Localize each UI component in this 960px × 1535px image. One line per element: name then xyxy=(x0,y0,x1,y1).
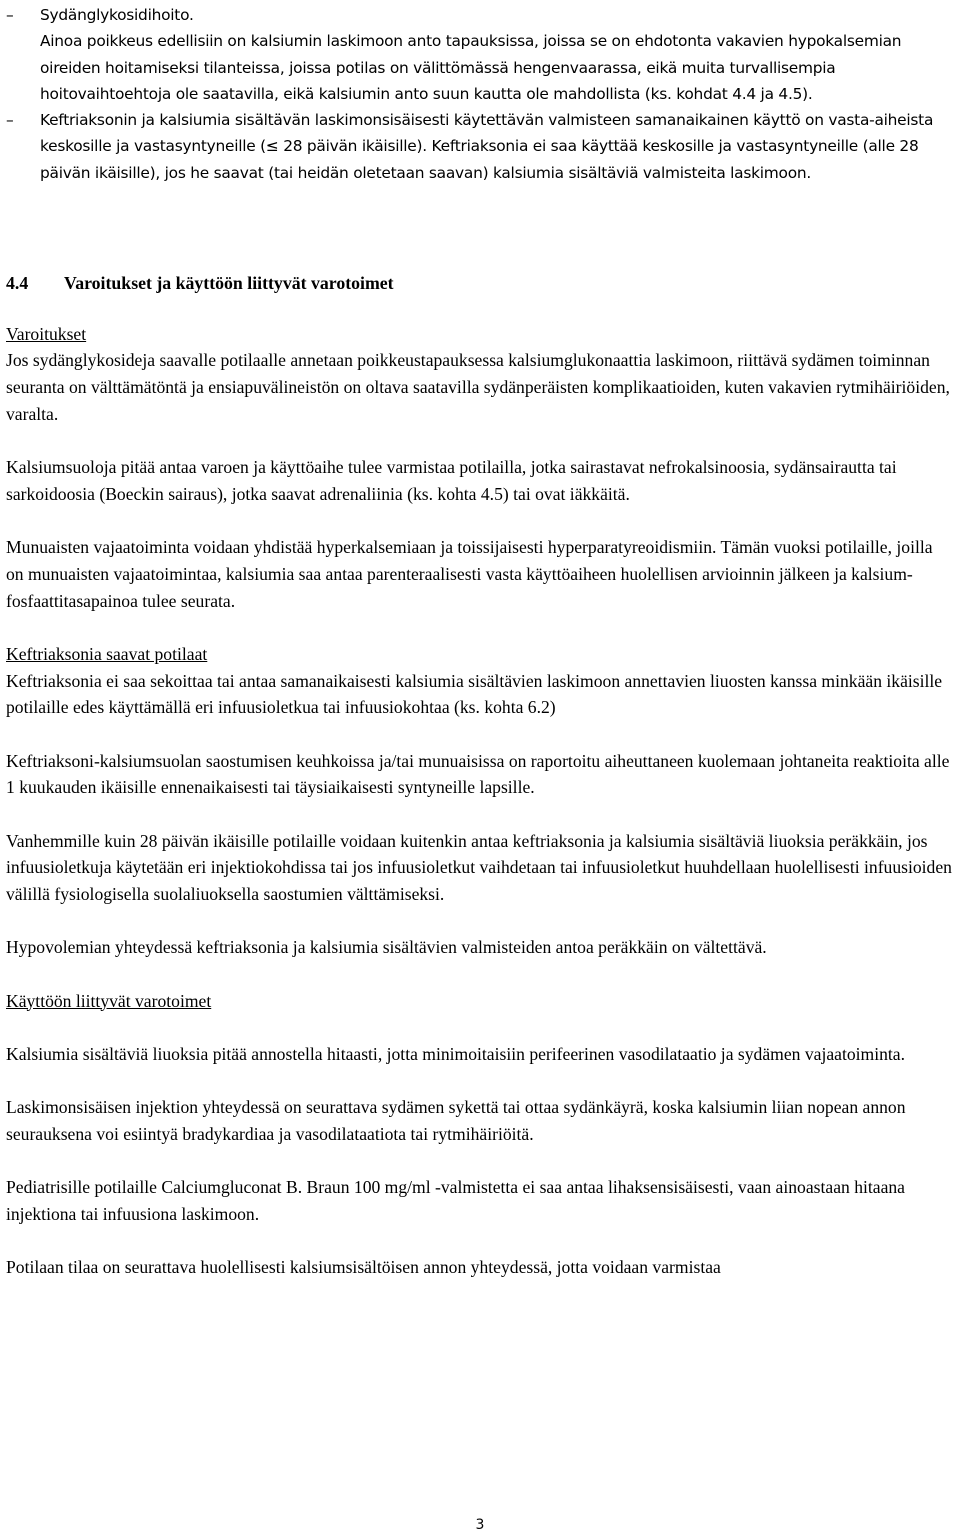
dash-marker: – xyxy=(6,6,14,24)
dash-marker: – xyxy=(6,111,14,130)
subheading-warnings: Varoitukset xyxy=(6,323,87,344)
paragraph: Jos sydänglykosideja saavalle potilaalle annetaan poikkeustapauksessa kalsiumglukonaattia laskimoon, riittävä sydämen toiminnan seuranta on välttämätöntä ja ensiapuvälineistön on oltava saatavilla sydänperäisten komplikaatioiden, kuten vakavien rytmihäiriöiden, varalta. xyxy=(6,350,950,424)
list-item xyxy=(6,107,950,186)
paragraph: Hypovolemian yhteydessä keftriaksonia ja kalsiumia sisältävien valmisteiden antoa peräkkäin on vältettävä. xyxy=(6,937,767,958)
paragraph: Potilaan tilaa on seurattava huolellisesti kalsiumsisältöisen annon yhteydessä, jotta voidaan varmistaa xyxy=(6,1257,721,1278)
paragraph: Keftriaksoni-kalsiumsuolan saostumisen keuhkoissa ja/tai munuaisissa on raportoitu aiheuttaneen kuolemaan johtaneita reaktioita alle 1 kuukauden ikäisille ennenaikaisesti tai täysiaikaisesti syntyneille lapsille. xyxy=(6,750,950,798)
section-number: 4.4 xyxy=(6,273,29,293)
contraindication-list xyxy=(6,2,950,186)
subheading-ceftriaxone: Keftriaksonia saavat potilaat xyxy=(6,643,208,664)
paragraph: Munuaisten vajaatoiminta voidaan yhdistää hyperkalsemiaan ja toissijaisesti hyperparatyreoidismiin. Tämän vuoksi potilaille, joilla on munuaisten vajaatoimintaa, kalsiumia saa antaa parenteraalisesti vasta käyttöaiheen huolellisen arvioinnin jälkeen ja kalsium-fosfaattitasapainoa tulee seurata. xyxy=(6,537,933,611)
paragraph: Laskimonsisäisen injektion yhteydessä on seurattava sydämen sykettä tai ottaa sydänkäyrä, koska kalsiumin liian nopean annon seurauksena voi esiintyä bradykardiaa ja vasodilataatiota tai rytmihäiriöitä. xyxy=(6,1097,906,1144)
paragraph: Pediatrisille potilaille Calciumgluconat B. Braun 100 mg/ml -valmistetta ei saa antaa lihaksensisäisesti, vaan ainoastaan hitaana injektiona tai infuusiona laskimoon. xyxy=(6,1177,905,1224)
subheading-precautions: Käyttöön liittyvät varotoimet xyxy=(6,990,212,1011)
page-number: 3 xyxy=(475,1517,485,1533)
list-item-text: Sydänglykosidihoito. Ainoa poikkeus edellisiin on kalsiumin laskimoon anto tapauksissa, joissa se on ehdotonta vakavien hypokalsemian oireiden hoitamiseksi tilanteissa, joissa potilas on välittömässä hengenvaarassa, eikä muita turvallisempia hoitovaihtoehtoja ole saatavilla, eikä kalsiumin anto suun kautta ole mahdollista (ks. kohdat 4.4 ja 4.5). xyxy=(40,6,902,103)
section-body xyxy=(6,270,954,1281)
list-item-text: Keftriaksonin ja kalsiumia sisältävän laskimonsisäisesti käytettävän valmisteen samanaikainen käyttö on vasta-aiheista keskosille ja vastasyntyneille (≤ 28 päivän ikäisille). Keftriaksonia ei saa käyttää keskosille ja vastasyntyneille (alle 28 päivän ikäisille), jos he saavat (tai heidän oletetaan saavan) kalsiumia sisältäviä valmisteita laskimoon. xyxy=(40,111,934,182)
section-title: Varoitukset ja käyttöön liittyvät varotoimet xyxy=(64,273,394,293)
list-item xyxy=(6,2,950,107)
section-heading xyxy=(6,270,954,297)
paragraph: Keftriaksonia ei saa sekoittaa tai antaa samanaikaisesti kalsiumia sisältävien laskimoon annettavien liuosten kanssa minkään ikäisille potilaille edes käyttämällä eri infuusioletkua tai infuusiokohtaa (ks. kohta 6.2) xyxy=(6,670,943,718)
paragraph: Kalsiumia sisältäviä liuoksia pitää annostella hitaasti, jotta minimoitaisiin perifeerinen vasodilataatio ja sydämen vajaatoiminta. xyxy=(6,1043,905,1064)
paragraph: Kalsiumsuoloja pitää antaa varoen ja käyttöaihe tulee varmistaa potilailla, jotka sairastavat nefrokalsinoosia, sydänsairautta tai sarkoidoosia (Boeckin sairaus), jotka saavat adrenaliinia (ks. kohta 4.5) tai ovat iäkkäitä. xyxy=(6,457,897,504)
paragraph: Vanhemmille kuin 28 päivän ikäisille potilaille voidaan kuitenkin antaa keftriaksonia ja kalsiumia sisältäviä liuoksia peräkkäin, jos infuusioletkuja käytetään eri injektiokohdissa tai jos infuusioletkut vaihdetaan tai infuusioletkut huuhdellaan huolellisesti infuusioiden välillä fysiologisella suolaliuoksella saostumien välttämiseksi. xyxy=(6,830,952,904)
